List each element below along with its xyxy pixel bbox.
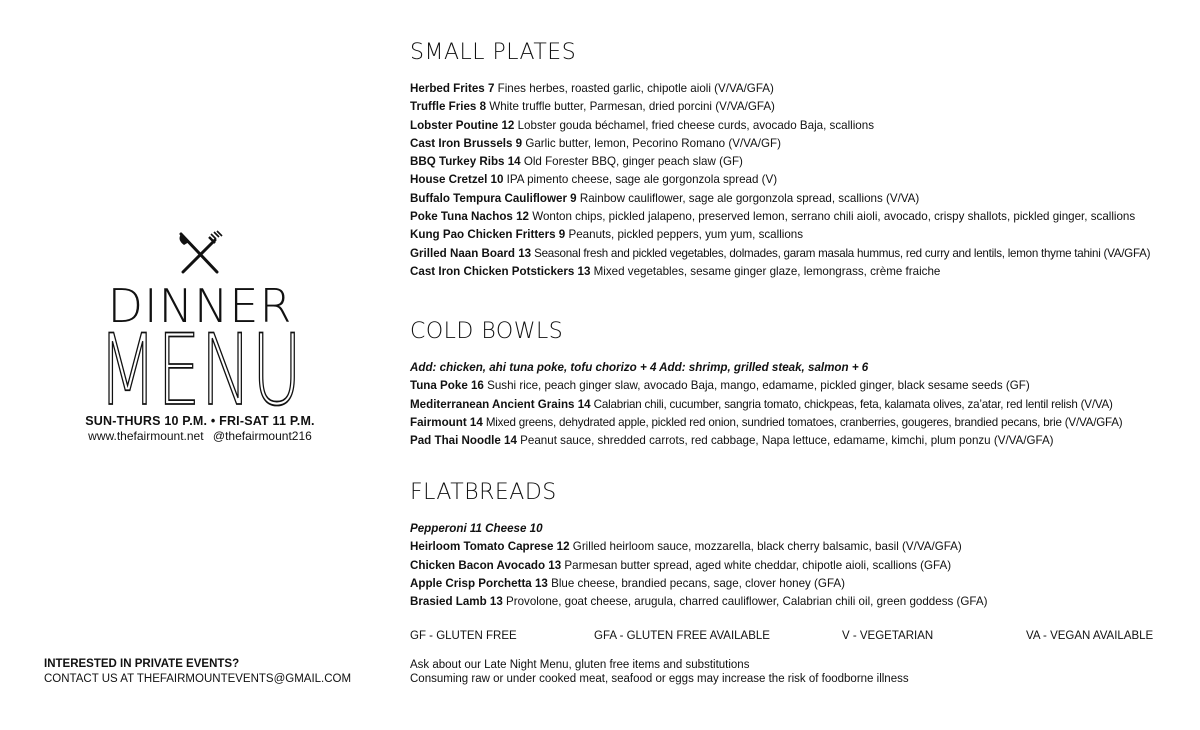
- item-desc: Sushi rice, peach ginger slaw, avocado Baja, mango, edamame, pickled ginger, black sesame seeds (GF): [483, 379, 1030, 393]
- menu-item: [410, 98, 1150, 116]
- contact-links: [60, 429, 340, 443]
- item-name: Brasied Lamb 13: [410, 595, 503, 609]
- section-cold-bowls: [410, 315, 1122, 450]
- note-late-night: Ask about our Late Night Menu, gluten free items and substitutions: [410, 659, 750, 671]
- item-name: BBQ Turkey Ribs 14: [410, 155, 521, 169]
- item-desc: Mixed greens, dehydrated apple, pickled red onion, sundried tomatoes, cranberries, gougeres, brandied pecans, brie (V/VA/GFA): [482, 415, 1123, 429]
- private-events-contact: CONTACT US AT THEFAIRMOUNTEVENTS@GMAIL.COM: [44, 673, 352, 685]
- website-link[interactable]: www.thefairmount.net: [88, 429, 204, 443]
- item-name: House Cretzel 10: [410, 173, 504, 187]
- item-desc: Blue cheese, brandied pecans, sage, clover honey (GFA): [547, 576, 845, 590]
- item-desc: Old Forester BBQ, ginger peach slaw (GF): [520, 155, 743, 169]
- item-name: Truffle Fries 8: [410, 100, 487, 114]
- section-title: COLD BOWLS: [410, 319, 564, 344]
- item-desc: Provolone, goat cheese, arugula, charred cauliflower, Calabrian chili oil, green goddess (GFA): [502, 595, 988, 609]
- menu-item: [410, 117, 1150, 135]
- legend-v: V - VEGETARIAN: [842, 630, 934, 642]
- title-dinner: DINNER: [107, 279, 293, 333]
- item-name: Cast Iron Chicken Potstickers 13: [410, 264, 591, 278]
- item-name: Cast Iron Brussels 9: [410, 136, 523, 150]
- item-list: [410, 359, 1122, 450]
- item-desc: Peanuts, pickled peppers, yum yum, scallions: [565, 228, 804, 242]
- section-title: FLATBREADS: [410, 480, 557, 505]
- menu-item: [410, 171, 1150, 189]
- menu-item: [410, 208, 1150, 226]
- item-desc: Wonton chips, pickled jalapeno, preserved lemon, serrano chili aioli, avocado, crispy shallots, pickled ginger, scallions: [528, 210, 1136, 224]
- social-handle[interactable]: @thefairmount216: [212, 429, 312, 443]
- legend-gfa: GFA - GLUTEN FREE AVAILABLE: [594, 630, 770, 642]
- item-name: Grilled Naan Board 13: [410, 246, 532, 260]
- section-small-plates: [410, 36, 1150, 281]
- menu-item: [410, 263, 1150, 281]
- item-desc: Garlic butter, lemon, Pecorino Romano (V/VA/GF): [522, 136, 781, 150]
- private-events: [44, 657, 351, 687]
- menu-item: [410, 80, 1150, 98]
- item-name: Lobster Poutine 12: [410, 118, 515, 132]
- note-foodborne: Consuming raw or under cooked meat, seafood or eggs may increase the risk of foodborne illness: [410, 673, 909, 685]
- menu-item: [410, 432, 1122, 450]
- menu-item: [410, 593, 987, 611]
- item-desc: Calabrian chili, cucumber, sangria tomato, chickpeas, feta, kalamata olives, za’atar, red lentil relish (V/VA): [590, 397, 1113, 411]
- item-name: Fairmount 14: [410, 415, 483, 429]
- menu-item: [410, 575, 987, 593]
- menu-item: [410, 135, 1150, 153]
- item-desc: White truffle butter, Parmesan, dried porcini (V/VA/GFA): [486, 100, 775, 114]
- menu-item: [410, 538, 987, 556]
- item-name: Apple Crisp Porchetta 13: [410, 576, 548, 590]
- menu-item: [410, 557, 987, 575]
- legend-va: VA - VEGAN AVAILABLE: [1026, 630, 1154, 642]
- item-name: Chicken Bacon Avocado 13: [410, 558, 562, 572]
- menu-item: [410, 414, 1122, 432]
- item-name: Poke Tuna Nachos 12: [410, 210, 529, 224]
- section-title: SMALL PLATES: [410, 40, 577, 65]
- title-menu: [95, 324, 305, 410]
- add-ons-line: Pepperoni 11 Cheese 10: [410, 522, 543, 535]
- menu-item: [410, 226, 1150, 244]
- item-desc: Mixed vegetables, sesame ginger glaze, lemongrass, crème fraiche: [590, 264, 941, 278]
- item-name: Pad Thai Noodle 14: [410, 434, 517, 448]
- item-list: [410, 520, 987, 611]
- menu-item: [410, 190, 1150, 208]
- menu-item: [410, 245, 1150, 263]
- fork-knife-icon: [175, 230, 225, 276]
- brand-panel: [60, 230, 340, 443]
- item-name: Kung Pao Chicken Fritters 9: [410, 228, 566, 242]
- menu-notes: [410, 658, 909, 686]
- add-ons-line: Add: chicken, ahi tuna poke, tofu chorizo + 4 Add: shrimp, grilled steak, salmon + 6: [410, 361, 869, 374]
- item-name: Tuna Poke 16: [410, 379, 484, 393]
- item-desc: Lobster gouda béchamel, fried cheese curds, avocado Baja, scallions: [514, 118, 874, 132]
- section-flatbreads: [410, 476, 987, 611]
- item-desc: Seasonal fresh and pickled vegetables, dolmades, garam masala hummus, red curry and lentils, lemon thyme tahini (VA/GFA): [531, 246, 1151, 260]
- private-events-question: INTERESTED IN PRIVATE EVENTS?: [44, 658, 240, 670]
- item-desc: Grilled heirloom sauce, mozzarella, black cherry balsamic, basil (V/VA/GFA): [569, 540, 962, 554]
- legend-gf: GF - GLUTEN FREE: [410, 630, 517, 642]
- menu-item: [410, 377, 1122, 395]
- item-name: Heirloom Tomato Caprese 12: [410, 540, 570, 554]
- hours: SUN-THURS 10 P.M. • FRI-SAT 11 P.M.: [85, 414, 315, 428]
- title-menu-text: MENU: [98, 324, 302, 410]
- menu-item: [410, 153, 1150, 171]
- item-desc: Parmesan butter spread, aged white cheddar, chipotle aioli, scallions (GFA): [561, 558, 952, 572]
- item-name: Buffalo Tempura Cauliflower 9: [410, 191, 577, 205]
- item-name: Mediterranean Ancient Grains 14: [410, 397, 591, 411]
- item-name: Herbed Frites 7: [410, 82, 495, 95]
- item-desc: Fines herbes, roasted garlic, chipotle aioli (V/VA/GFA): [494, 82, 774, 95]
- item-list: [410, 80, 1150, 281]
- item-desc: Rainbow cauliflower, sage ale gorgonzola spread, scallions (V/VA): [576, 191, 920, 205]
- item-desc: Peanut sauce, shredded carrots, red cabbage, Napa lettuce, edamame, kimchi, plum ponzu (V/VA/GFA): [516, 434, 1054, 448]
- menu-item: [410, 396, 1122, 414]
- item-desc: IPA pimento cheese, sage ale gorgonzola spread (V): [503, 173, 778, 187]
